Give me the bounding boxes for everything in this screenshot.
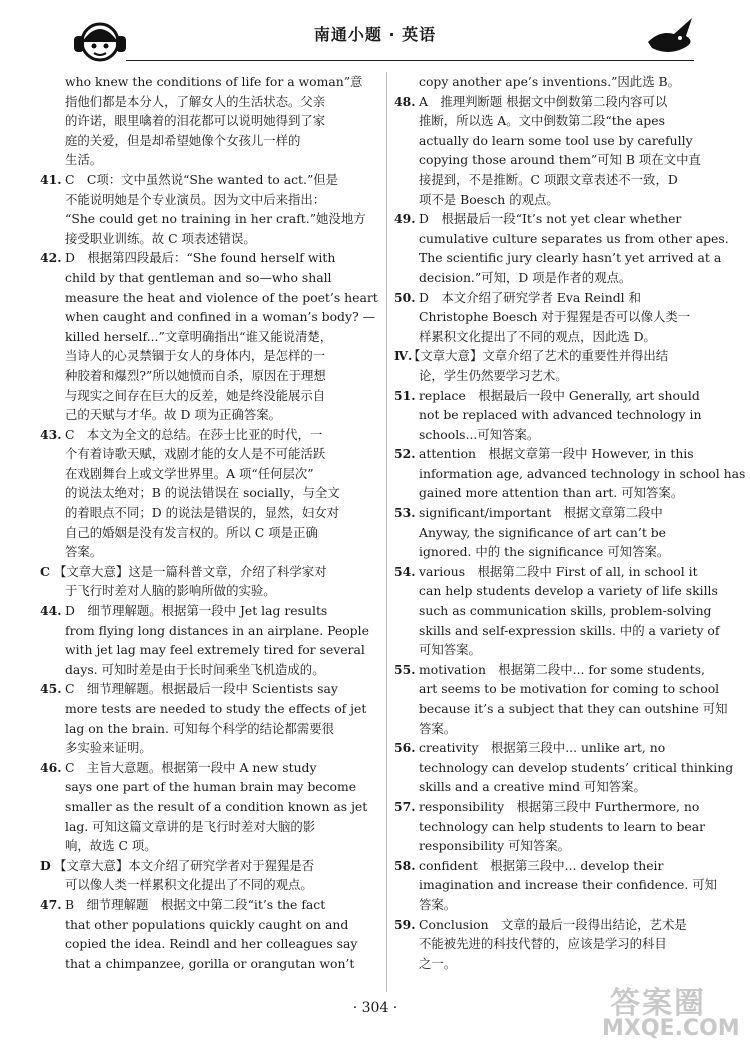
text-line bbox=[394, 483, 706, 503]
question-number: 57. bbox=[394, 798, 416, 814]
text-line bbox=[40, 836, 380, 856]
text-line bbox=[40, 464, 380, 484]
answer-line bbox=[394, 288, 706, 308]
line-text: schools...可知答案。 bbox=[419, 426, 540, 442]
question-number: 51. bbox=[394, 387, 416, 403]
text-line bbox=[394, 425, 706, 445]
watermark-logo bbox=[590, 976, 740, 1046]
line-text: ignored. 中的 the significance 可知答案。 bbox=[419, 544, 670, 560]
line-text: C 细节理解题。根据最后一段中 Scientists say bbox=[65, 681, 338, 697]
line-text: Conclusion 文章的最后一段得出结论，艺术是 bbox=[419, 916, 687, 932]
text-line bbox=[40, 483, 380, 503]
answer-line bbox=[394, 856, 706, 876]
line-text: significant/important 根据文章第二段中 bbox=[419, 505, 663, 521]
line-text: 【文章大意】文章介绍了艺术的重要性并得出结 bbox=[408, 348, 669, 364]
line-text: 于飞行时差对人脑的影响所做的实验。 bbox=[65, 583, 276, 599]
text-line bbox=[40, 405, 380, 425]
answer-line bbox=[40, 679, 380, 699]
question-number: 58. bbox=[394, 857, 416, 873]
line-text: because it’s a subject that they can outshine 可知 bbox=[419, 701, 728, 716]
line-text: C 本文为全文的总结。在莎士比亚的时代，一 bbox=[65, 426, 323, 442]
text-line bbox=[394, 621, 720, 641]
question-number: 49. bbox=[394, 211, 416, 227]
text-line bbox=[394, 875, 718, 895]
question-number: 48. bbox=[394, 93, 416, 109]
text-line bbox=[40, 111, 380, 131]
line-text: B 细节理解题 根据文中第二段“it’s the fact bbox=[65, 896, 326, 912]
line-text: responsibility 可知答案。 bbox=[419, 838, 570, 854]
text-line bbox=[394, 817, 706, 837]
text-line bbox=[394, 699, 728, 719]
line-text: confident 根据第三段中... develop their bbox=[419, 857, 664, 873]
section-summary-line bbox=[40, 562, 380, 582]
answer-line bbox=[40, 425, 380, 445]
text-line bbox=[40, 366, 380, 386]
answer-line bbox=[394, 92, 706, 112]
line-text: 答案。 bbox=[65, 544, 103, 560]
section-summary-line bbox=[394, 346, 706, 366]
text-line bbox=[394, 836, 706, 856]
line-text: when caught and confined in a woman’s body? — bbox=[65, 309, 375, 325]
answer-line bbox=[394, 797, 706, 817]
question-number: 59. bbox=[394, 916, 416, 932]
answer-line bbox=[394, 915, 706, 935]
line-text: attention 根据文章第一段中 However, in this bbox=[419, 446, 694, 462]
text-line bbox=[40, 934, 380, 954]
text-line bbox=[40, 621, 380, 641]
line-text: “She could get no training in her craft.”她没地方 bbox=[65, 211, 366, 227]
text-line bbox=[40, 954, 380, 974]
header-rule bbox=[126, 60, 694, 61]
text-line bbox=[40, 150, 380, 170]
question-number: 54. bbox=[394, 563, 416, 579]
line-text: 响，故选 C 项。 bbox=[65, 838, 157, 854]
line-text: D 根据第四段最后：“She found herself with bbox=[65, 250, 336, 266]
line-text: skills and self-expression skills. 中的 a variety of bbox=[419, 622, 720, 638]
line-text: 【文章大意】本文介绍了研究学者对于猩猩是否 bbox=[54, 857, 315, 873]
line-text: 项不是 Boesch 的观点。 bbox=[419, 191, 559, 207]
question-number: 44. bbox=[40, 603, 62, 619]
text-line bbox=[394, 581, 718, 601]
text-line bbox=[394, 366, 706, 386]
line-text: technology can help students to learn to bear bbox=[419, 818, 706, 834]
header-title: 南通小题 · 英语 bbox=[313, 25, 437, 44]
column-divider bbox=[386, 72, 387, 992]
text-line bbox=[40, 190, 380, 210]
question-number: 42. bbox=[40, 250, 62, 266]
line-text: cumulative culture separates us from other apes. bbox=[419, 230, 729, 246]
line-text: 的说法太绝对；B 的说法错误在 socially，与全文 bbox=[65, 485, 340, 501]
question-number: 45. bbox=[40, 681, 62, 697]
answer-line bbox=[394, 738, 706, 758]
text-line bbox=[40, 542, 380, 562]
line-text: copied the idea. Reindl and her colleagues say bbox=[65, 936, 358, 952]
line-text: not be replaced with advanced technology in bbox=[419, 407, 702, 423]
text-line bbox=[394, 523, 706, 543]
page-header bbox=[0, 0, 750, 70]
line-text: from flying long distances in an airplane. People bbox=[65, 622, 369, 638]
line-text: that other populations quickly caught on and bbox=[65, 916, 349, 932]
line-text: 个有着诗歌天赋，戏剧才能的女人是不可能活跃 bbox=[65, 446, 326, 462]
text-line bbox=[40, 229, 380, 249]
text-line bbox=[394, 72, 706, 92]
right-column bbox=[394, 72, 746, 973]
text-line bbox=[394, 405, 706, 425]
text-line bbox=[394, 170, 706, 190]
line-text: days. 可知时差是由于长时间乘坐飞机造成的。 bbox=[65, 661, 325, 677]
line-text: 种胶着和爆烈?”所以她愤而自杀，原因在于理想 bbox=[65, 367, 326, 383]
text-line bbox=[40, 581, 380, 601]
text-line bbox=[40, 640, 380, 660]
text-line bbox=[394, 777, 706, 797]
line-text: 自己的婚姻是没有发言权的。所以 C 项是正确 bbox=[65, 524, 318, 540]
line-text: imagination and increase their confidence. 可知 bbox=[419, 877, 718, 893]
text-line bbox=[394, 954, 706, 974]
line-text: C 主旨大意题。根据第一段中 A new study bbox=[65, 759, 317, 775]
text-line bbox=[40, 660, 380, 680]
text-line bbox=[40, 386, 380, 406]
line-text: such as communication skills, problem-solving bbox=[419, 603, 712, 619]
line-text: more tests are needed to study the effects of jet bbox=[65, 701, 367, 716]
text-line bbox=[40, 875, 380, 895]
text-line bbox=[40, 288, 380, 308]
text-line bbox=[40, 797, 380, 817]
line-text: motivation 根据第二段中... for some students, bbox=[419, 661, 705, 677]
answer-line bbox=[40, 895, 380, 915]
answer-line bbox=[40, 601, 380, 621]
line-text: 样累积文化提出了不同的观点，因此选 D。 bbox=[419, 328, 656, 344]
line-text: Christophe Boesch 对于猩猩是否可以像人类一 bbox=[419, 309, 691, 325]
line-text: 接受职业训练。故 C 项表述错误。 bbox=[65, 230, 256, 246]
text-line bbox=[40, 444, 380, 464]
text-line bbox=[394, 268, 706, 288]
section-marker: D bbox=[40, 857, 51, 873]
answer-line bbox=[394, 444, 706, 464]
question-number: 55. bbox=[394, 661, 416, 677]
text-line bbox=[40, 327, 380, 347]
answer-line bbox=[394, 660, 706, 680]
line-text: 庭的关爱，但是却希望她像个女孩儿一样的 bbox=[65, 132, 301, 148]
text-line bbox=[394, 601, 712, 621]
line-text: The scientific jury clearly hasn’t yet arrived at a bbox=[419, 250, 722, 266]
line-text: information age, advanced technology in school has bbox=[419, 465, 746, 481]
text-line bbox=[394, 190, 706, 210]
line-text: 多实验来证明。 bbox=[65, 740, 152, 756]
text-line bbox=[40, 738, 380, 758]
text-line bbox=[394, 111, 706, 131]
text-line bbox=[40, 719, 380, 739]
line-text: 之一。 bbox=[419, 955, 457, 971]
line-text: child by that gentleman and so—who shall bbox=[65, 269, 332, 285]
line-text: who knew the conditions of life for a woman”意 bbox=[65, 74, 363, 89]
line-text: Anyway, the significance of art can’t be bbox=[419, 524, 667, 540]
question-number: 56. bbox=[394, 740, 416, 756]
line-text: 论，学生仍然要学习艺术。 bbox=[419, 367, 568, 383]
text-line bbox=[394, 131, 706, 151]
text-line bbox=[40, 817, 380, 837]
text-line bbox=[40, 346, 380, 366]
line-text: 可以像人类一样累积文化提出了不同的观点。 bbox=[65, 877, 313, 893]
question-number: 43. bbox=[40, 426, 62, 442]
line-text: various 根据第二段中 First of all, in school it bbox=[419, 563, 698, 579]
line-text: D 细节理解题。根据第一段中 Jet lag results bbox=[65, 603, 328, 619]
question-number: 46. bbox=[40, 759, 62, 775]
left-column bbox=[40, 72, 380, 973]
line-text: that a chimpanzee, gorilla or orangutan won’t bbox=[65, 955, 355, 971]
line-text: D 根据最后一段“It’s not yet clear whether bbox=[419, 211, 682, 227]
line-text: creativity 根据第三段中... unlike art, no bbox=[419, 740, 666, 756]
line-text: lag on the brain. 可知每个科学的结论都需要很 bbox=[65, 720, 334, 736]
line-text: 的着眼点不同；D 的说法是错误的，显然，妇女对 bbox=[65, 505, 340, 521]
line-text: 生活。 bbox=[65, 152, 103, 168]
text-line bbox=[394, 758, 734, 778]
text-line bbox=[40, 523, 380, 543]
line-text: decision.”可知，D 项是作者的观点。 bbox=[419, 269, 632, 285]
text-line bbox=[394, 248, 722, 268]
text-line bbox=[40, 209, 380, 229]
line-text: skills and a creative mind 可知答案。 bbox=[419, 779, 646, 795]
line-text: 答案。 bbox=[419, 720, 457, 736]
line-text: measure the heat and violence of the poet’s heart bbox=[65, 289, 378, 305]
question-number: 53. bbox=[394, 505, 416, 521]
line-text: 的许诺，眼里噙着的泪花都可以说明她得到了家 bbox=[65, 113, 326, 129]
line-text: 答案。 bbox=[419, 896, 457, 912]
line-text: copying those around them”可知 B 项在文中直 bbox=[419, 152, 701, 168]
line-text: smaller as the result of a condition known as jet bbox=[65, 798, 368, 814]
text-line bbox=[40, 699, 380, 719]
text-line bbox=[394, 229, 729, 249]
answer-line bbox=[394, 562, 706, 582]
line-text: responsibility 根据第三段中 Furthermore, no bbox=[419, 798, 700, 814]
answer-line bbox=[394, 503, 706, 523]
text-line bbox=[394, 934, 706, 954]
question-number: 47. bbox=[40, 896, 62, 912]
line-text: gained more attention than art. 可知答案。 bbox=[419, 485, 684, 501]
line-text: 可知答案。 bbox=[419, 642, 481, 658]
page-number: · 304 · bbox=[352, 1000, 398, 1016]
line-text: technology can develop students’ critical thinking bbox=[419, 759, 734, 775]
line-text: killed herself...”文章明确指出“谁又能说清楚， bbox=[65, 328, 333, 344]
line-text: 接提到，不是推断。C 项跟文章表述不一致，D bbox=[419, 171, 678, 187]
answer-line bbox=[40, 758, 380, 778]
line-text: art seems to be motivation for coming to school bbox=[419, 681, 720, 697]
line-text: 推断，所以选 A。文中倒数第二段“the apes bbox=[419, 113, 665, 129]
line-text: D 本文介绍了研究学者 Eva Reindl 和 bbox=[419, 289, 641, 305]
line-text: replace 根据最后一段中 Generally, art should bbox=[419, 387, 700, 403]
answer-line bbox=[394, 209, 706, 229]
line-text: lag. 可知这篇文章讲的是飞行时差对大脑的影 bbox=[65, 818, 316, 834]
section-summary-line bbox=[40, 856, 380, 876]
text-line bbox=[394, 719, 706, 739]
text-line bbox=[394, 542, 706, 562]
line-text: 【文章大意】这是一篇科普文章，介绍了科学家对 bbox=[54, 563, 327, 579]
text-line bbox=[40, 72, 380, 92]
line-text: 不能说明她是个专业演员。因为文中后来指出： bbox=[65, 191, 326, 207]
text-line bbox=[394, 327, 706, 347]
line-text: 在戏剧舞台上或文学世界里。A 项“任何层次” bbox=[65, 465, 314, 481]
answer-line bbox=[40, 248, 380, 268]
text-line bbox=[40, 268, 380, 288]
line-text: can help students develop a variety of life skills bbox=[419, 583, 718, 599]
text-line bbox=[394, 464, 746, 484]
line-text: with jet lag may feel extremely tired for several bbox=[65, 642, 365, 658]
line-text: 己的天赋与才华。故 D 项为正确答案。 bbox=[65, 407, 282, 423]
text-line bbox=[394, 895, 706, 915]
text-line bbox=[40, 777, 380, 797]
text-line bbox=[394, 307, 706, 327]
question-number: 52. bbox=[394, 446, 416, 462]
question-number: 50. bbox=[394, 289, 416, 305]
line-text: A 推理判断题 根据文中倒数第二段内容可以 bbox=[419, 93, 668, 109]
section-marker: Ⅳ. bbox=[394, 348, 413, 364]
text-line bbox=[40, 307, 380, 327]
text-line bbox=[40, 503, 380, 523]
text-line bbox=[40, 92, 380, 112]
line-text: 与现实之间存在巨大的反差，她是终没能展示自 bbox=[65, 387, 326, 403]
line-text: says one part of the human brain may become bbox=[65, 779, 357, 795]
section-marker: C bbox=[40, 563, 50, 579]
watermark-url: MXQE.COM bbox=[602, 1016, 740, 1041]
text-line bbox=[394, 640, 706, 660]
answer-line bbox=[394, 386, 706, 406]
text-line bbox=[394, 679, 720, 699]
line-text: 指他们都是本分人，了解女人的生活状态。父亲 bbox=[65, 93, 326, 109]
line-text: 当诗人的心灵禁锢于女人的身体内，是怎样的一 bbox=[65, 348, 326, 364]
text-line bbox=[394, 150, 706, 170]
line-text: 不能被先进的科技代替的，应该是学习的科目 bbox=[419, 936, 667, 952]
line-text: copy another ape’s inventions.”因此选 B。 bbox=[419, 74, 681, 89]
watermark-text: 答案圈 bbox=[610, 986, 706, 1021]
line-text: C C项：文中虽然说“She wanted to act.”但是 bbox=[65, 171, 339, 187]
bird-logo-icon bbox=[640, 12, 700, 60]
answer-line bbox=[40, 170, 380, 190]
question-number: 41. bbox=[40, 171, 62, 187]
text-line bbox=[40, 131, 380, 151]
text-line bbox=[40, 915, 380, 935]
line-text: actually do learn some tool use by carefully bbox=[419, 132, 693, 148]
